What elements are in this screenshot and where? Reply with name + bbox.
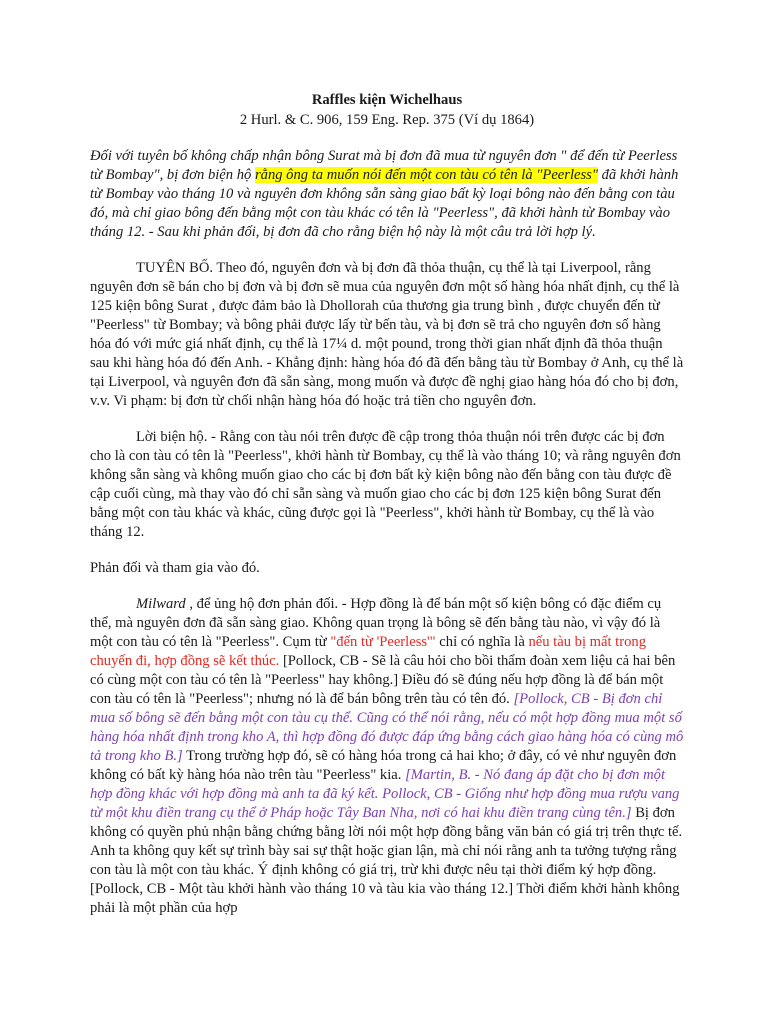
argument-purple-note-2: [Martin, B. - Nó đang áp đặt cho bị đơn một hợp đồng khác với hợp đồng mà anh ta đã ký kết. Pollock, CB - Giống như hợp đồng mua rượu vang từ một khu điền trang cụ thể ở Pháp hoặc Tây Ban Nha, nơi có hai khu điền trang cùng tên.] [90, 767, 680, 821]
summary-text-2: đã khởi hành từ Bombay vào tháng 10 và nguyên đơn không sẵn sàng giao bất kỳ loại bông nào đến bằng con tàu đó, mà chỉ giao bông đến bằng một con tàu khác có tên là "Peerless", đã khởi hành từ Bombay vào tháng 12. - Sau khi phản đối, bị đơn đã cho rằng biện hộ này là một câu trả lời hợp lý. [90, 167, 679, 240]
argument-speaker: Milward [136, 596, 186, 612]
case-citation: 2 Hurl. & C. 906, 159 Eng. Rep. 375 (Ví dụ 1864) [239, 112, 535, 128]
argument-text-5: Bị đơn không có quyền phủ nhận bằng chứng bằng lời nói một hợp đồng bằng văn bản có giá trị trên thực tế. Anh ta không quy kết sự trình bày sai sự thật hoặc gian lận, mà chỉ nói rằng anh ta tưởng tượng rằng con tàu là một con tàu khác. Ý định không có giá trị, trừ khi được nêu tại thời điểm ký hợp đồng. [Pollock, CB - Một tàu khởi hành vào tháng 10 và tàu kia vào tháng 12.] Thời điểm khởi hành không phải là một phần của hợp [90, 805, 683, 916]
argument-red-phrase-1: "đến từ 'Peerless'" [330, 634, 436, 650]
argument-paragraph [90, 595, 684, 918]
summary-text-1: Đối với tuyên bố không chấp nhận bông Surat mà bị đơn đã mua từ nguyên đơn " để đến từ Peerless từ Bombay", bị đơn biện hộ [90, 148, 678, 183]
argument-text-1: , để ủng hộ đơn phản đối. - Hợp đồng là để bán một số kiện bông có đặc điểm cụ thể, mà nguyên đơn đã sẵn sàng giao. Không quan trọng là bông sẽ đến bằng tàu nào, vì vậy đó là một con tàu có tên là "Peerless". Cụm từ [90, 596, 662, 650]
argument-text-4: Trong trường hợp đó, sẽ có hàng hóa trong cả hai kho; ở đây, có vẻ như nguyên đơn không có bất kỳ hàng hóa nào trên tàu "Peerless" kia. [90, 748, 677, 783]
argument-purple-note-1: [Pollock, CB - Bị đơn chỉ mua số bông sẽ đến bằng một con tàu cụ thể. Cũng có thể nói rằng, nếu có một hợp đồng mua một số hàng hóa nhất định trong kho A, thì hợp đồng đó được đáp ứng bằng cách giao hàng hóa có cùng mô tả trong kho B.] [90, 691, 684, 764]
case-summary [90, 147, 684, 242]
argument-text-2: chỉ có nghĩa là [435, 634, 529, 650]
plea-paragraph: Lời biện hộ. - Rằng con tàu nói trên được đề cập trong thỏa thuận nói trên được các bị đơn cho là con tàu có tên là "Peerless", khởi hành từ Bombay, cụ thể là vào tháng 10; và rằng nguyên đơn không sẵn sàng và không muốn giao cho các bị đơn bất kỳ kiện bông nào đến bằng con tàu được đề cập cuối cùng, mà thay vào đó chỉ sẵn sàng và muốn giao cho các bị đơn 125 kiện bông Surat đến bằng một con tàu khác và khác, cũng được gọi là "Peerless", khởi hành từ Bombay, cụ thể là vào tháng 12. [90, 429, 681, 540]
argument-red-phrase-2: nếu tàu bị mất trong chuyến đi, hợp đồng sẽ kết thúc. [90, 634, 646, 669]
case-title: Raffles kiện Wichelhaus [311, 92, 463, 108]
declaration-paragraph: TUYÊN BỐ. Theo đó, nguyên đơn và bị đơn đã thỏa thuận, cụ thể là tại Liverpool, rằng nguyên đơn sẽ bán cho bị đơn và bị đơn sẽ mua của nguyên đơn một số hàng hóa nhất định, cụ thể là 125 kiện bông Surat , được đảm bảo là Dhollorah của thương gia trung bình , được chuyển đến từ "Peerless" từ Bombay; và bông phải được lấy từ bến tàu, và bị đơn sẽ trả cho nguyên đơn số hàng hóa đó với mức giá nhất định, cụ thể là 17¼ d. một pound, trong thời gian nhất định đã thỏa thuận sau khi hàng hóa đó đến Anh. - Khẳng định: hàng hóa đó đã đến bằng tàu từ Bombay ở Anh, cụ thể là tại Liverpool, và nguyên đơn đã sẵn sàng, mong muốn và được đề nghị giao hàng hóa đó cho bị đơn, v.v. Vi phạm: bị đơn từ chối nhận hàng hóa đó hoặc trả tiền cho nguyên đơn. [90, 260, 684, 409]
demurrer-line: Phản đối và tham gia vào đó. [90, 560, 260, 576]
summary-highlight: rằng ông ta muốn nói đến một con tàu có tên là "Peerless" [254, 167, 598, 183]
argument-text-3: [Pollock, CB - Sẽ là câu hỏi cho bồi thẩm đoàn xem liệu cả hai bên có cùng một con tàu có tên là "Peerless" hay không.] Điều đó sẽ đúng nếu hợp đồng là để bán một con tàu có tên là "Peerless"; nhưng nó là để bán bông trên tàu có tên đó. [90, 653, 676, 707]
